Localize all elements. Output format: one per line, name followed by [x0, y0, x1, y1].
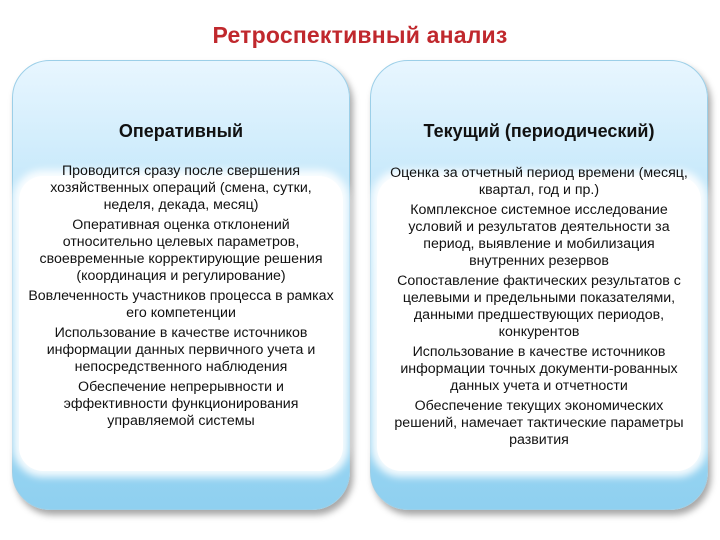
list-item: Обеспечение текущих экономических решений, намечает тактические параметры развития — [394, 398, 684, 448]
list-item: Использование в качестве источников информации точных документи-рованных данных учета и отчетности — [400, 344, 678, 394]
feature-list — [385, 165, 693, 452]
list-item: Комплексное системное исследование условий и результатов деятельности за период, выявление и мобилизация внутренних резервов — [408, 202, 670, 269]
operational-analysis-card — [12, 60, 350, 510]
list-item: Проводится сразу после свершения хозяйственных операций (смена, сутки, неделя, декада, месяц) — [50, 163, 312, 213]
feature-list — [27, 163, 335, 433]
periodic-analysis-card — [370, 60, 708, 510]
card-heading: Текущий (периодический) — [423, 121, 655, 141]
list-item: Сопоставление фактических результатов с целевыми и предельными показателями, данными предшествующих периодов, конкурентов — [397, 273, 681, 340]
list-item: Оценка за отчетный период времени (месяц, квартал, год и пр.) — [390, 165, 688, 198]
list-item: Обеспечение непрерывности и эффективности функционирования управляемой системы — [63, 379, 299, 429]
list-item: Вовлеченность участников процесса в рамках его компетенции — [28, 288, 334, 321]
card-heading: Оперативный — [118, 121, 244, 141]
page-title: Ретроспективный анализ — [212, 22, 508, 48]
list-item: Оперативная оценка отклонений относительно целевых параметров, своевременные корректирующие решения (координация и регулирование) — [39, 217, 323, 284]
list-item: Использование в качестве источников информации данных первичного учета и непосредственного наблюдения — [46, 325, 316, 375]
